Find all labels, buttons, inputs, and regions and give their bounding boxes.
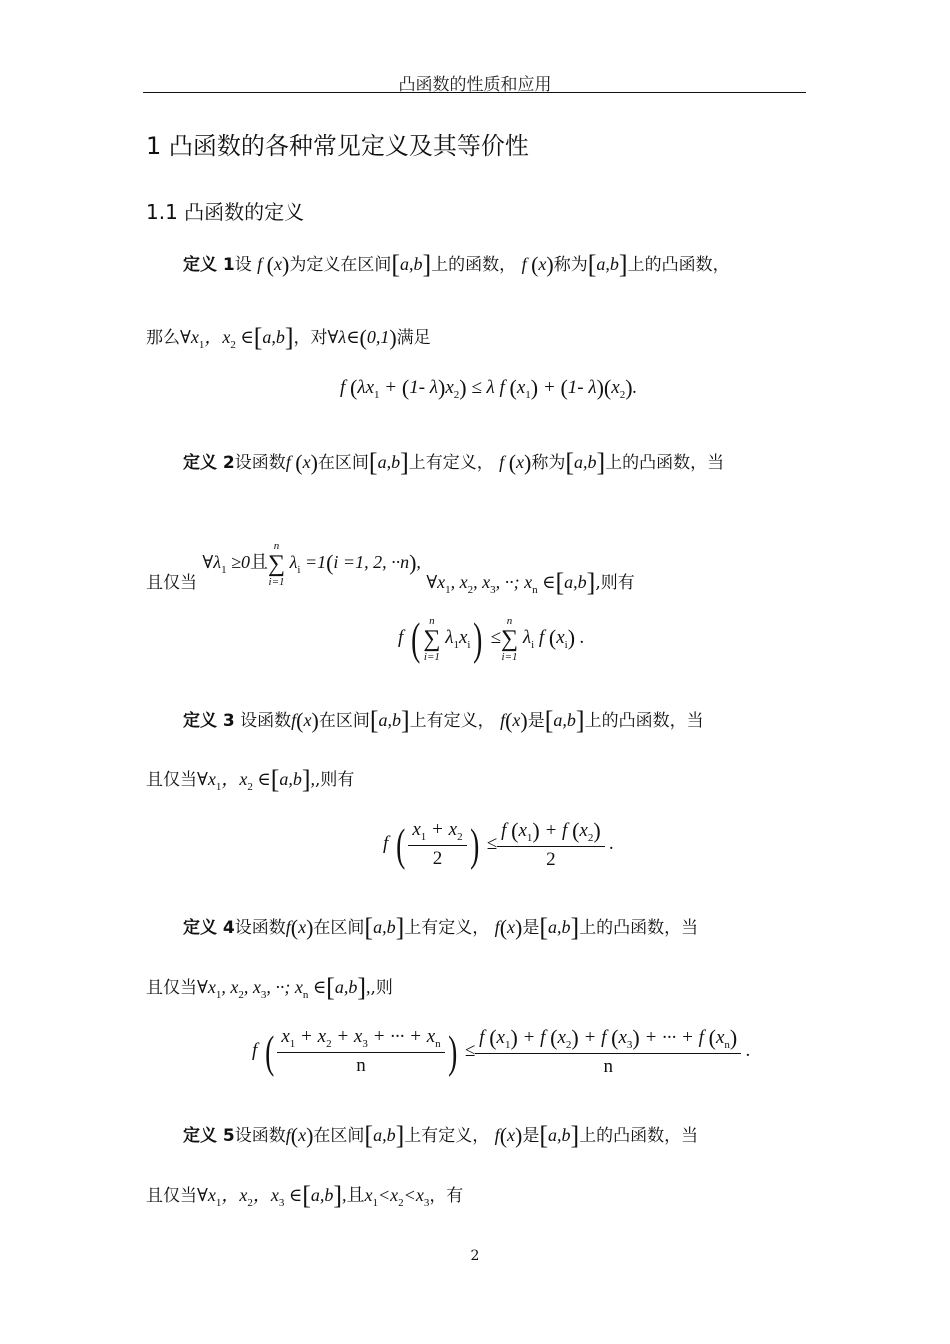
def4-interval-2: [a,b] bbox=[539, 913, 580, 942]
def5-quantifier: $\forall x_1$，$x_2$，$x_3$ ∈[a,b],且$x_1<x_2<x_3$ bbox=[197, 1181, 430, 1210]
def2-inequality: f ( n ∑ i=1 $\lambda_1x_i$) ≤ n ∑ i=1 $\lambda_i$ f $(x_i)$ . bbox=[398, 613, 585, 664]
def1-line2: 那么$\forall x_1$，$x_2$ ∈[a,b]，对∀λ∈(0,1)满足 bbox=[146, 323, 431, 352]
def2-points: $\forall x_1$, $x_2$, $x_3$, ··; $x_n$ ∈[a,b] bbox=[426, 568, 596, 598]
header-rule bbox=[143, 92, 806, 93]
def3-quantifier: $\forall x_1$，$x_2$ ∈[a,b], bbox=[197, 765, 316, 794]
def4-fx: f(x) bbox=[285, 915, 314, 940]
def2-interval-2: [a,b] bbox=[565, 448, 606, 477]
def2-label: 定义 2 bbox=[183, 453, 235, 473]
def1-interval: [a,b] bbox=[391, 250, 432, 279]
def2-weights: $\forall\lambda_1 \ge 0$且 n ∑ i=1 $\lambda_i =1(i =1$, 2, ··n), bbox=[202, 540, 421, 588]
def3-inequality: f ( $\frac{x_1 + x_2}{2}$ ) ≤ $\frac{f (x_1) + f (x_2)}{2}$ . bbox=[383, 818, 615, 870]
def4-line2: 且仅当$\forall x_1$, $x_2$, $x_3$, ··; $x_n$ ∈[a,b],,则 bbox=[146, 973, 393, 1002]
def5-fx: f(x) bbox=[285, 1123, 314, 1148]
def1-quantifier: $\forall x_1$，$x_2$ ∈[a,b] bbox=[180, 323, 294, 352]
def2-line1: 定义 2设函数f (x)在区间[a,b]上有定义， f (x)称为[a,b]上的凸函数，当 bbox=[183, 448, 725, 477]
def1-label: 定义 1 bbox=[183, 255, 235, 275]
def5-line2: 且仅当$\forall x_1$，$x_2$，$x_3$ ∈[a,b],且$x_1<x_2<x_3$，有 bbox=[146, 1181, 464, 1210]
section-title: 1 凸函数的各种常见定义及其等价性 bbox=[146, 132, 529, 160]
page-number: 2 bbox=[470, 1248, 480, 1264]
def5-interval: [a,b] bbox=[364, 1121, 405, 1150]
def4-inequality: f ( $\frac{x_1 + x_2 + x_3 + \cdot\cdot\cdot + x_n}{n}$ ) ≤ $\frac{f (x_1) + f (x_2) + f (x_3) + \cdot\cdot\cdot + f (x_n)}{n}$ . bbox=[252, 1025, 751, 1077]
def3-line1: 定义 3 设函数f(x)在区间[a,b]上有定义， f(x)是[a,b]上的凸函数，当 bbox=[183, 706, 704, 735]
def1-fx-2: f (x) bbox=[521, 252, 554, 277]
def3-interval-2: [a,b] bbox=[544, 706, 585, 735]
def5-label: 定义 5 bbox=[183, 1126, 235, 1146]
def1-interval-2: [a,b] bbox=[587, 250, 628, 279]
def5-fx-2: f(x) bbox=[494, 1123, 523, 1148]
def1-fx: f (x) bbox=[257, 252, 290, 277]
def3-fx-2: f(x) bbox=[500, 708, 528, 733]
def3-fx: f(x) bbox=[291, 708, 319, 733]
def4-label: 定义 4 bbox=[183, 918, 235, 938]
def2-line2: 且仅当 $\forall\lambda_1 \ge 0$且 n ∑ i=1 $\lambda_i =1(i =1$, 2, ··n), $\forall x_1$, $x_2$, $x_3$, ··; $x_n$ ∈[a,b],则有 bbox=[146, 540, 635, 598]
def4-interval: [a,b] bbox=[364, 913, 405, 942]
def5-line1: 定义 5设函数f(x)在区间[a,b]上有定义， f(x)是[a,b]上的凸函数，当 bbox=[183, 1121, 699, 1150]
def1-lambda: ∀λ∈(0,1) bbox=[327, 325, 397, 350]
def2-fx-2: f (x) bbox=[499, 450, 532, 475]
def1-inequality: f ($\lambda x_1 + (1-$ $\lambda)x_2) \le \lambda$ f $(x_1) + (1-$ $\lambda)(x_2)$. bbox=[340, 375, 638, 401]
def3-interval: [a,b] bbox=[369, 706, 410, 735]
def2-fx: f (x) bbox=[285, 450, 318, 475]
def3-line2: 且仅当$\forall x_1$，$x_2$ ∈[a,b],,则有 bbox=[146, 765, 355, 794]
def4-fx-2: f(x) bbox=[494, 915, 523, 940]
def3-label: 定义 3 bbox=[183, 711, 235, 731]
def4-line1: 定义 4设函数f(x)在区间[a,b]上有定义， f(x)是[a,b]上的凸函数，当 bbox=[183, 913, 699, 942]
def5-interval-2: [a,b] bbox=[539, 1121, 580, 1150]
running-header: 凸函数的性质和应用 bbox=[398, 75, 552, 95]
def1-line1: 定义 1设 f (x)为定义在区间[a,b]上的函数， f (x)称为[a,b]上的凸函数， bbox=[183, 250, 730, 279]
def4-quantifier: $\forall x_1$, $x_2$, $x_3$, ··; $x_n$ ∈[a,b], bbox=[197, 973, 371, 1002]
subsection-title: 1.1 凸函数的定义 bbox=[146, 200, 305, 224]
def2-interval: [a,b] bbox=[368, 448, 409, 477]
